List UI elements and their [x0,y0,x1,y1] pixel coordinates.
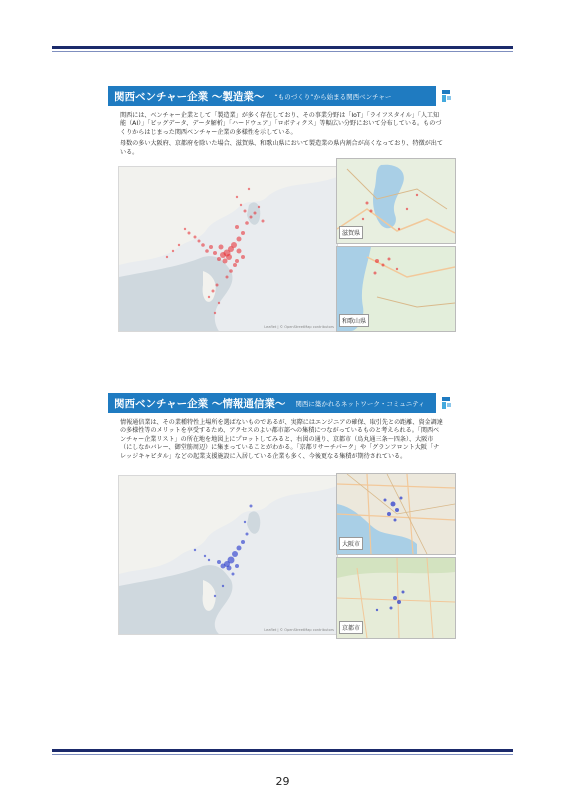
header-rule-thin [52,51,513,52]
inset-map-kyoto [336,557,456,639]
slide-banner [108,393,456,413]
slide-title: 関西ベンチャー企業 〜情報通信業〜 [114,397,286,410]
map-svg [119,476,337,634]
slide-title: 関西ベンチャー企業 〜製造業〜 [114,90,265,103]
map-label: 大阪市 [339,537,363,550]
slide-subtitle: “ものづくり”から始まる関西ベンチャー [274,92,392,101]
slide-body [108,106,456,157]
logo-icon [436,86,456,106]
slide-manufacturing [108,86,456,346]
inset-map-wakayama [336,246,456,332]
slide-ict [108,393,456,643]
map-label: 和歌山県 [339,314,369,327]
map-attribution: Leaflet | © OpenStreetMap contributors [264,628,334,632]
map-svg [119,167,337,331]
inset-map-osaka [336,473,456,555]
paragraph: 情報通信業は、その業種特性上場所を選ばないものであるが、実際にはエンジニアの確保、取引先との距離、資金調達の多様性等のメリットを享受するため、アクセスのよい都市部への集積につながっているものと考えられる。「関西ベンチャー企業リスト」の所在地を地図上にプロットしてみると、右図の通り、京都市（烏丸通三条〜四条）、大阪市（にしなかバレー、御堂筋周辺）に集まっていることがわかる。「京都リサーチパーク」や「グランフロント大阪「ナレッジキャピタル」などの起業支援施設に入居している企業も多く、今後更なる集積が期待されている。 [120,419,443,460]
slide-subtitle: 関西に築かれるネットワーク・コミュニティ [295,399,425,408]
page-number: 29 [275,775,290,788]
map-label: 京都市 [339,621,363,634]
map-label: 滋賀県 [339,226,363,239]
logo-icon [436,393,456,413]
inset-map-shiga [336,158,456,244]
footer-rule [52,749,513,752]
paragraph: 母数の多い大阪府、京都府を除いた場合、滋賀県、和歌山県において製造業の県内割合が高くなっており、特徴が出ている。 [120,140,443,156]
header-rule [52,46,513,49]
main-map-kansai [118,166,338,332]
map-attribution: Leaflet | © OpenStreetMap contributors [264,325,334,329]
main-map-kansai [118,475,338,635]
slide-banner [108,86,456,106]
footer-rule-thin [52,754,513,755]
slide-body [108,413,456,461]
paragraph: 関西には、ベンチャー企業として「製造業」が多く存在しており、その事業分野は「IoT」「ライフスタイル」「人工知能（AI）」「ビッグデータ、データ解析」「ハードウェア」「ロボティクス」等幅広い分野において分布している。ものづくりからはじまった関西ベンチャー企業の多様性を示している。 [120,112,442,136]
